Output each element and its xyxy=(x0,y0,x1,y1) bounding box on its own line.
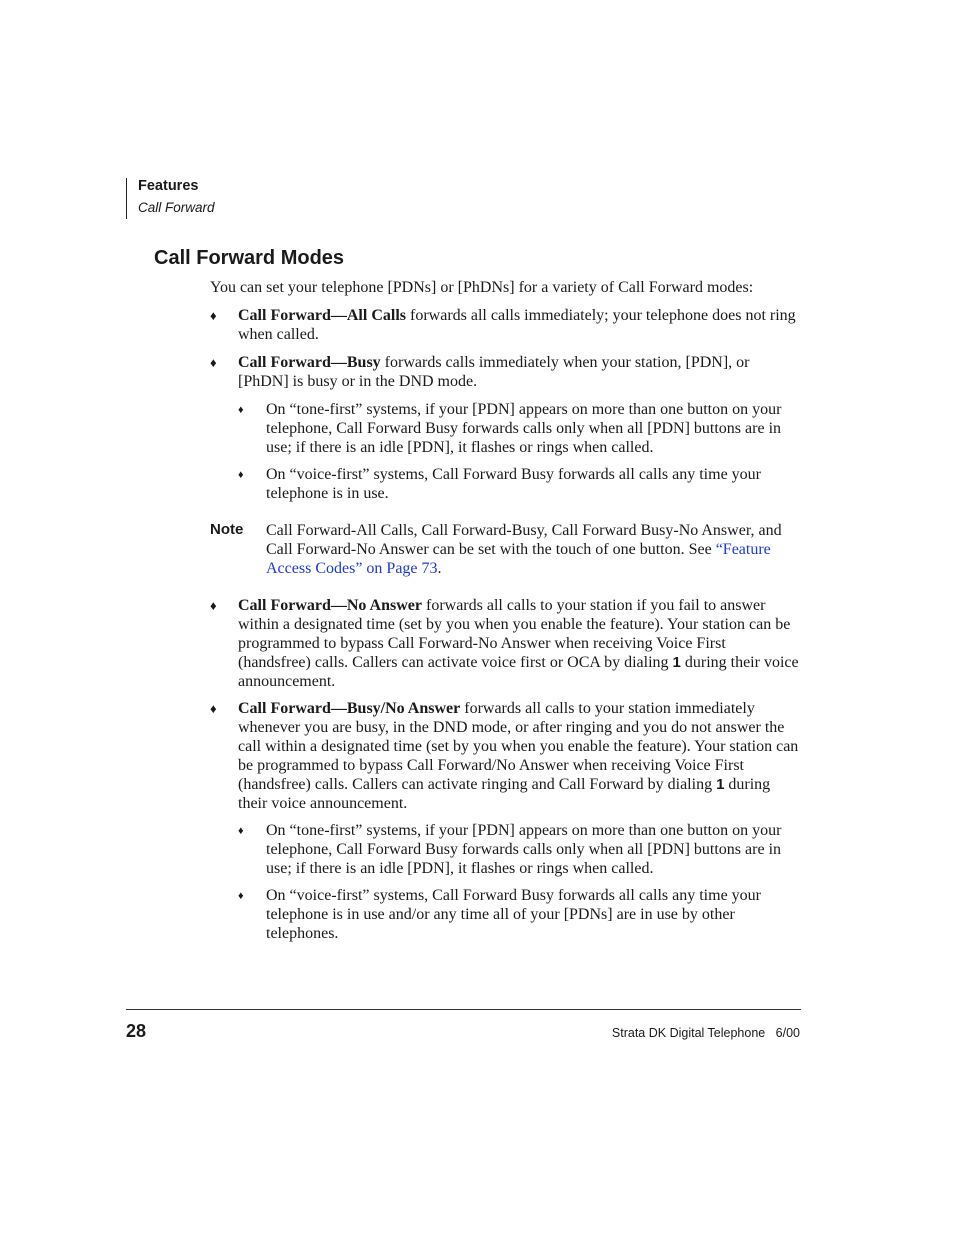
sub-bullet-icon: ♦ xyxy=(238,890,244,902)
term-no-answer: Call Forward—No Answer xyxy=(238,597,422,614)
note-label: Note xyxy=(210,521,244,538)
feature-access-codes-link[interactable]: “Feature Access Codes” on Page 73 xyxy=(266,541,771,577)
header-rule xyxy=(126,178,127,219)
list-item-all-calls xyxy=(238,306,800,344)
note-end: . xyxy=(437,560,442,577)
running-header-section: Features xyxy=(138,178,199,194)
desc-busy-no-answer-b: during their voice announcement. xyxy=(238,776,771,812)
list-item-no-answer xyxy=(238,596,800,691)
sub-bullet-icon: ♦ xyxy=(238,469,244,481)
dial-key-1: 1 xyxy=(716,776,725,793)
term-busy-no-answer: Call Forward—Busy/No Answer xyxy=(238,700,461,717)
section-heading: Call Forward Modes xyxy=(154,247,345,269)
sub-item-bna-voice-first: On “voice-first” systems, Call Forward Busy forwards all calls any time your telephone is in use and/or any time all of your [PDNs] are in use by other telephones. xyxy=(266,887,761,942)
desc-no-answer-b: during their voice announcement. xyxy=(238,654,799,690)
list-item-busy xyxy=(238,353,800,391)
desc-no-answer-a: forwards all calls to your station if you fail to answer within a designated time (set by you when you enable the feature). Your station can be programmed to bypass Call Forward-No Answer when receiving Voice First (handsfree) calls. Callers can activate voice first or OCA by dialing xyxy=(238,597,791,671)
sub-bullet-icon: ♦ xyxy=(238,825,244,837)
bullet-icon: ♦ xyxy=(210,701,217,716)
intro-paragraph: You can set your telephone [PDNs] or [PhDNs] for a variety of Call Forward modes: xyxy=(210,279,754,296)
list-item-busy-no-answer xyxy=(238,699,800,813)
page-number: 28 xyxy=(126,1021,147,1041)
dial-key-1: 1 xyxy=(672,654,681,671)
sub-bullet-icon: ♦ xyxy=(238,404,244,416)
bullet-icon: ♦ xyxy=(210,598,217,613)
bullet-icon: ♦ xyxy=(210,308,217,323)
sub-item-busy-voice-first: On “voice-first” systems, Call Forward Busy forwards all calls any time your telephone is in use. xyxy=(266,466,761,502)
note-body: Call Forward-All Calls, Call Forward-Busy, Call Forward Busy-No Answer, and Call Forward-No Answer can be set with the touch of one button. See xyxy=(266,522,782,558)
sub-item-bna-tone-first: On “tone-first” systems, if your [PDN] appears on more than one button on your telephone, Call Forward Busy forwards calls only when all [PDN] buttons are in use; if there is an idle [PDN], it flashes or rings when called. xyxy=(266,822,782,877)
footer-rule xyxy=(126,1009,801,1010)
sub-item-busy-tone-first: On “tone-first” systems, if your [PDN] appears on more than one button on your telephone, Call Forward Busy forwards calls only when all [PDN] buttons are in use; if there is an idle [PDN], it flashes or rings when called. xyxy=(266,401,782,456)
note-text xyxy=(266,521,800,578)
desc-busy-no-answer-a: forwards all calls to your station immediately whenever you are busy, in the DND mode, or after ringing and you do not answer the call within a designated time (set by you when you enable the feature). Your station can be programmed to bypass Call Forward/No Answer when receiving Voice First (handsfree) calls. Callers can activate ringing and Call Forward by dialing xyxy=(238,700,799,793)
bullet-icon: ♦ xyxy=(210,355,217,370)
running-header-subsection: Call Forward xyxy=(138,200,215,215)
term-busy: Call Forward—Busy xyxy=(238,354,381,371)
footer-title: Strata DK Digital Telephone 6/00 xyxy=(611,1026,800,1040)
term-all-calls: Call Forward—All Calls xyxy=(238,307,406,324)
desc-busy: forwards calls immediately when your station, [PDN], or [PhDN] is busy or in the DND mode. xyxy=(238,354,750,390)
desc-all-calls: forwards all calls immediately; your telephone does not ring when called. xyxy=(238,307,796,343)
